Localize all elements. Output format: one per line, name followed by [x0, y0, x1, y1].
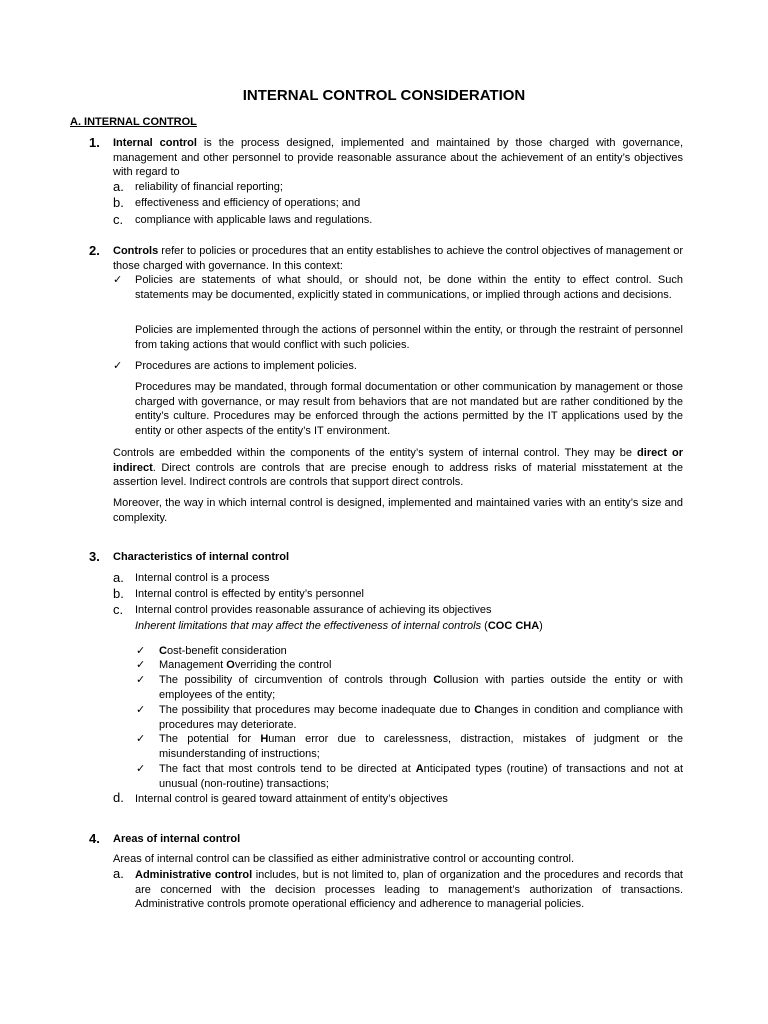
item-2-check-2-paragraph: Procedures may be mandated, through formal documentation or other communication by management or those charged with governance, or may result from behaviors that are not mandated but are rather conditioned by the entity’s culture. Procedures may be enforced through the actions permitted by the IT applications used by the entity or other aspects of the entity’s IT environment.	[135, 381, 683, 437]
item-1a-letter: a.	[113, 179, 124, 194]
item-2-check-2: Procedures are actions to implement policies.	[135, 360, 357, 372]
item-3c-text: Internal control provides reasonable assurance of achieving its objectives	[135, 604, 492, 616]
check-icon: ✓	[136, 763, 146, 775]
item-3d-letter: d.	[113, 790, 124, 805]
item-2-paragraph	[113, 244, 683, 273]
item-1-paragraph	[113, 136, 683, 180]
item-3d-text: Internal control is geared toward attainment of entity’s objectives	[135, 793, 448, 805]
item-1b-text: effectiveness and efficiency of operations; and	[135, 197, 361, 209]
item-4-heading-text: Areas of internal control	[113, 833, 241, 845]
item-3c-letter: c.	[113, 602, 124, 617]
limitation-item: Management Overriding the control	[159, 659, 332, 671]
item-1-number: 1.	[89, 135, 100, 150]
embedded-text-b: direct or indirect	[113, 447, 683, 474]
inherent-mnemonic: COC CHA	[487, 620, 540, 632]
item-1c-text: compliance with applicable laws and regulations.	[135, 214, 373, 226]
inherent-close: )	[539, 620, 543, 632]
item-3-number: 3.	[89, 549, 100, 564]
limitation-item: The possibility of circumvention of controls through Collusion with parties outside the entity or with employees of the entity;	[159, 674, 683, 701]
item-2-number: 2.	[89, 243, 100, 258]
item-2-term: Controls	[113, 245, 159, 257]
check-icon: ✓	[113, 360, 123, 372]
item-3a-letter: a.	[113, 570, 124, 585]
item-3a-text: Internal control is a process	[135, 572, 270, 584]
item-4a-text: includes, but is not limited to, plan of organization and the procedures and records that are concerned with the decision processes leading to management’s authorization of transactions. Administrative controls promote operational efficiency and adherence to managerial policies.	[135, 869, 683, 911]
item-2-moreover-paragraph: Moreover, the way in which internal control is designed, implemented and maintained varies with an entity’s size and complexity.	[113, 497, 683, 524]
section-heading-a: A. INTERNAL CONTROL	[70, 116, 197, 128]
item-3b-letter: b.	[113, 586, 124, 601]
item-4-intro: Areas of internal control can be classified as either administrative control or accounting control.	[113, 853, 575, 865]
item-2-check-1-paragraph: Policies are implemented through the actions of personnel within the entity, or through the restraint of personnel from taking actions that would conflict with such policies.	[135, 324, 683, 351]
inherent-open: (	[481, 620, 488, 632]
inherent-text: Inherent limitations that may affect the effectiveness of internal controls	[135, 620, 482, 632]
embedded-text-c: . Direct controls are controls that are precise enough to address risks of material misstatement at the assertion level. Indirect controls are controls that support direct controls.	[113, 461, 683, 489]
embedded-text-a: Controls are embedded within the components of the entity’s system of internal control. They may be	[113, 447, 638, 459]
check-icon: ✓	[136, 659, 146, 671]
item-3b-text: Internal control is effected by entity’s personnel	[135, 588, 364, 600]
item-3-inherent-line	[135, 619, 683, 634]
item-2-text: refer to policies or procedures that an entity establishes to achieve the control objectives of management or those charged with governance. In this context:	[113, 245, 683, 272]
item-1c-letter: c.	[113, 212, 124, 227]
item-1a-text: reliability of financial reporting;	[135, 181, 283, 193]
check-icon: ✓	[136, 733, 146, 745]
item-4-number: 4.	[89, 831, 100, 846]
check-icon: ✓	[136, 674, 146, 686]
item-4-heading	[113, 832, 683, 847]
check-icon: ✓	[113, 274, 123, 286]
item-3-heading-text: Characteristics of internal control	[113, 551, 290, 563]
limitation-item: The potential for Human error due to carelessness, distraction, mistakes of judgment or the misunderstanding of instructions;	[159, 733, 683, 760]
check-icon: ✓	[136, 645, 146, 657]
item-3-heading	[113, 550, 683, 565]
item-1-text: is the process designed, implemented and maintained by those charged with governance, management and other personnel to provide reasonable assurance about the achievement of an entity’s objectives with regard to	[113, 137, 684, 179]
item-4a-paragraph	[135, 868, 683, 912]
limitation-item: The possibility that procedures may become inadequate due to Changes in condition and compliance with procedures may deteriorate.	[159, 704, 683, 731]
item-1-term: Internal control	[113, 137, 197, 149]
page-title: INTERNAL CONTROL CONSIDERATION	[242, 87, 526, 104]
item-4a-letter: a.	[113, 866, 124, 881]
limitation-item: The fact that most controls tend to be directed at Anticipated types (routine) of transactions and not at unusual (non-routine) transactions;	[159, 763, 683, 790]
item-2-embedded-paragraph	[113, 446, 683, 490]
item-1b-letter: b.	[113, 195, 124, 210]
check-icon: ✓	[136, 704, 146, 716]
item-4a-term: Administrative control	[135, 869, 253, 881]
limitation-item: Cost-benefit consideration	[159, 645, 287, 657]
item-2-check-1: Policies are statements of what should, or should not, be done within the entity to effect control. Such statements may be documented, explicitly stated in communications, or implied through actions and decisions.	[135, 274, 683, 301]
